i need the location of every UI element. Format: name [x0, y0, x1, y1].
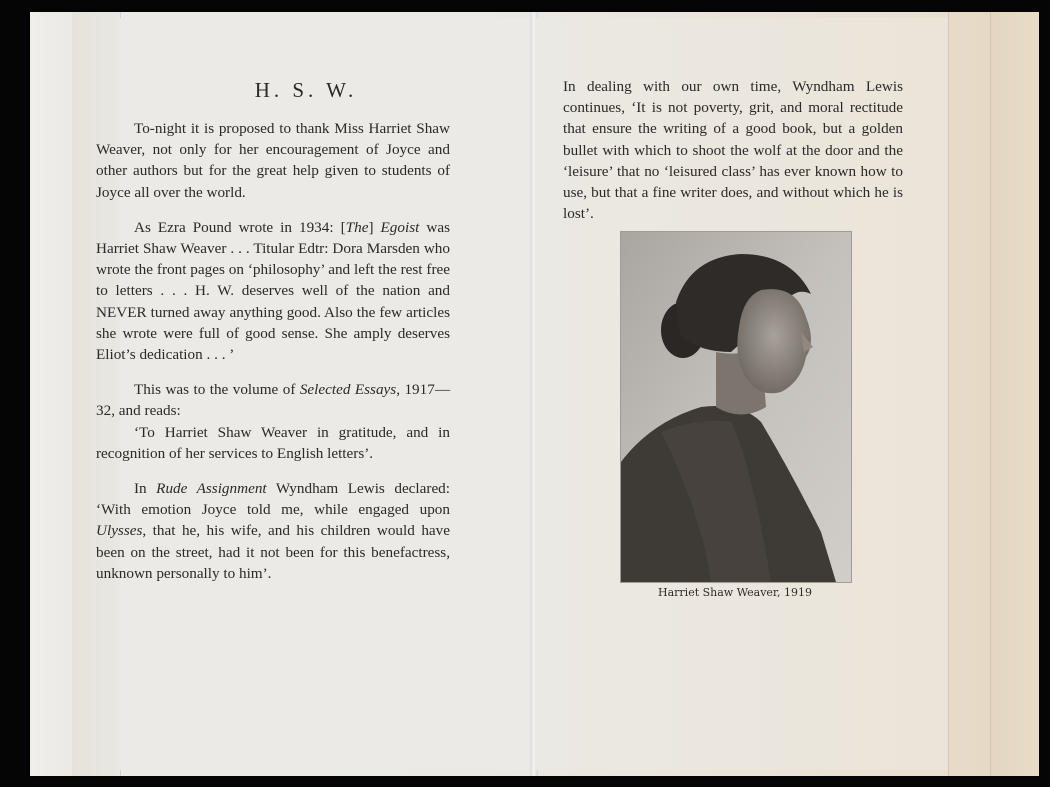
- paragraph-pound: As Ezra Pound wrote in 1934: [The] Egoist was Harriet Shaw Weaver . . . Titular Edtr: Dora Marsden who wrote the front pages on ‘philosophy’ and left the rest free to letters . . . H. W. deserves well of the nation and NEVER turned away anything good. Also the few articles she wrote were full of good sense. She amply deserves Eliot’s dedication . . . ’: [96, 218, 450, 364]
- paragraph-dedication-quote: ‘To Harriet Shaw Weaver in gratitude, and in recognition of her services to English letters’.: [96, 423, 450, 462]
- photo-caption: Harriet Shaw Weaver, 1919: [658, 586, 812, 599]
- portrait-image: [621, 232, 851, 582]
- page-title: H. S. W.: [254, 78, 358, 102]
- right-outer-flap: [990, 12, 1039, 776]
- paragraph-lewis-continues: In dealing with our own time, Wyndham Lewis continues, ‘It is not poverty, grit, and moral rectitude that ensure the writing of a good book, but a golden bullet with which to shoot the wolf at the door and the ‘leisure’ that no ‘leisured class’ has ever known how to use, but that a fine writer does, and without which he is lost’.: [563, 78, 903, 223]
- left-column: [96, 118, 450, 584]
- paragraph-selected-essays: This was to the volume of Selected Essays, 1917—32, and reads:: [96, 381, 450, 420]
- paragraph-rude-assignment: In Rude Assignment Wyndham Lewis declared: ‘With emotion Joyce told me, while engaged upon Ulysses, that he, his wife, and his children would have been on the street, had it not been for this benefactress, unknown personally to him’.: [96, 480, 450, 582]
- left-outer-flap: [30, 12, 73, 776]
- paragraph-intro: To-night it is proposed to thank Miss Harriet Shaw Weaver, not only for her encouragement of Joyce and other authors but for the great help given to students of Joyce all over the world.: [96, 120, 450, 201]
- portrait-photo: [620, 231, 852, 583]
- right-inner-flap: [948, 12, 991, 776]
- right-column: [563, 76, 903, 224]
